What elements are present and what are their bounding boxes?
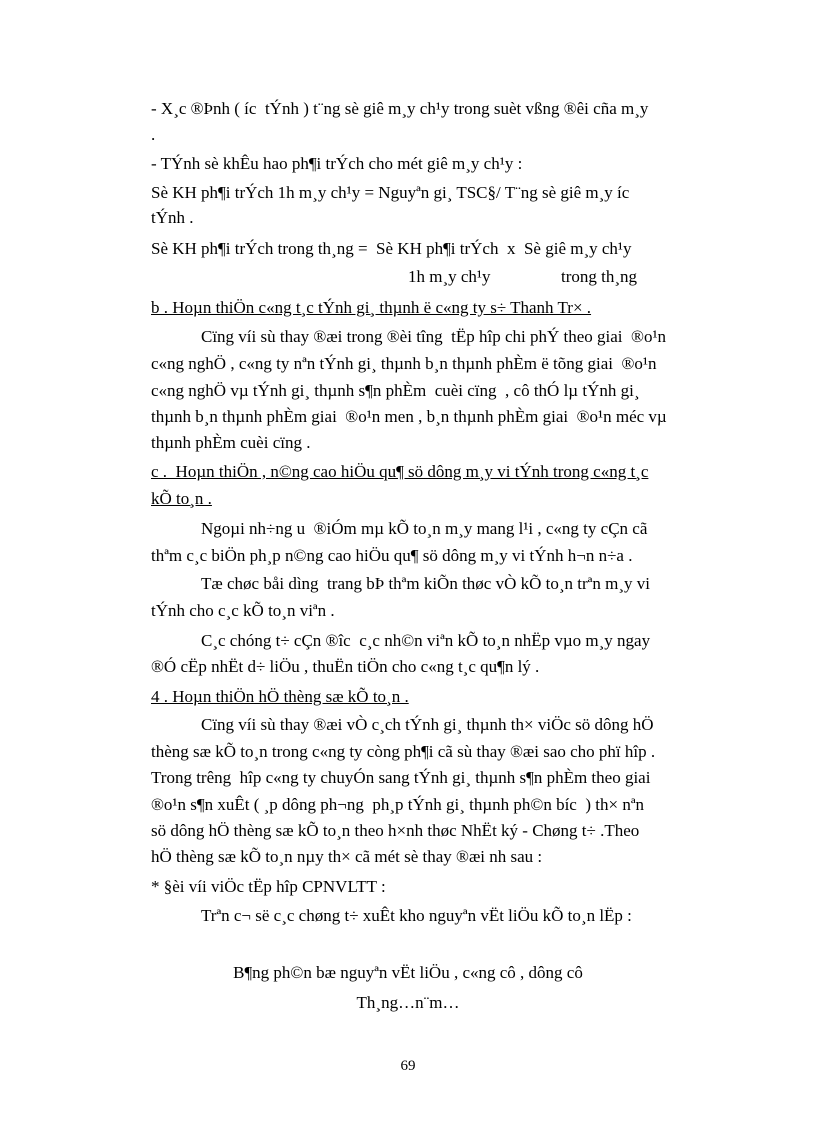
- formula-subline: trong th¸ng: [561, 267, 638, 286]
- text-line: .: [151, 125, 156, 144]
- text-line: thèng sæ kÕ to¸n trong c«ng ty còng ph¶i cã sù thay ®æi sao cho phï hîp .: [151, 742, 656, 761]
- table-date: Th¸ng…n¨m…: [356, 993, 460, 1012]
- section-heading: kÕ to¸n .: [151, 489, 212, 508]
- text-line: ®o¹n s¶n xuÊt ( ¸p dông ph¬ng ph¸p tÝnh gi¸ thµnh ph©n bíc ) th× nªn: [151, 795, 645, 814]
- section-heading: c . Hoµn thiÖn , n©ng cao hiÖu qu¶ sö dông m¸y vi tÝnh trong c«ng t¸c: [151, 462, 649, 481]
- text-line: tÝnh cho c¸c kÕ to¸n viªn .: [151, 601, 335, 620]
- table-title: B¶ng ph©n bæ nguyªn vËt liÖu , c«ng cô , dông cô: [233, 963, 583, 982]
- formula-line: Sè KH ph¶i trÝch trong th¸ng = Sè KH ph¶i trÝch x Sè giê m¸y ch¹y: [151, 239, 632, 258]
- text-line: Cïng víi sù thay ®æi trong ®èi tîng tËp hîp chi phÝ theo giai ®o¹n: [201, 327, 667, 346]
- text-line: thªm c¸c biÖn ph¸p n©ng cao hiÖu qu¶ sö dông m¸y vi tÝnh h¬n n÷a .: [151, 546, 633, 565]
- text-line: tÝnh .: [151, 208, 194, 227]
- text-line: sö dông hÖ thèng sæ kÕ to¸n theo h×nh thøc NhËt ký - Chøng t÷ .Theo: [151, 821, 640, 840]
- text-line: Ngoµi nh÷ng u ®iÓm mµ kÕ to¸n m¸y mang l¹i , c«ng ty cÇn cã: [201, 519, 648, 538]
- text-line: Cïng víi sù thay ®æi vÒ c¸ch tÝnh gi¸ thµnh th× viÖc sö dông hÖ: [201, 715, 654, 734]
- text-line: thµnh b¸n thµnh phÈm giai ®o¹n men , b¸n thµnh phÈm giai ®o¹n méc vµ: [151, 407, 667, 426]
- section-heading: b . Hoµn thiÖn c«ng t¸c tÝnh gi¸ thµnh ë c«ng ty s÷ Thanh Tr× .: [151, 298, 592, 317]
- text-line: Tæ chøc båi dìng trang bÞ thªm kiÕn thøc vÒ kÕ to¸n trªn m¸y vi: [201, 574, 650, 593]
- page-number: 69: [400, 1058, 416, 1074]
- text-line: C¸c chóng t÷ cÇn ®îc c¸c nh©n viªn kÕ to¸n nhËp vµo m¸y ngay: [201, 631, 651, 650]
- text-line: hÖ thèng sæ kÕ to¸n nµy th× cã mét sè thay ®æi nh sau :: [151, 847, 543, 866]
- formula-subline: 1h m¸y ch¹y: [408, 267, 491, 286]
- text-line: - TÝnh sè khÊu hao ph¶i trÝch cho mét giê m¸y ch¹y :: [151, 154, 523, 173]
- text-line: Sè KH ph¶i trÝch 1h m¸y ch¹y = Nguyªn gi¸ TSC§/ T¨ng sè giê m¸y íc: [151, 183, 630, 202]
- section-heading: 4 . Hoµn thiÖn hÖ thèng sæ kÕ to¸n .: [151, 687, 409, 706]
- text-line: ®Ó cËp nhËt d÷ liÖu , thuËn tiÖn cho c«ng t¸c qu¶n lý .: [151, 657, 540, 676]
- text-line: - X¸c ®Þnh ( íc tÝnh ) t¨ng sè giê m¸y ch¹y trong suèt vßng ®êi cña m¸y: [151, 99, 649, 118]
- text-line: Trªn c¬ së c¸c chøng t÷ xuÊt kho nguyªn vËt liÖu kÕ to¸n lËp :: [201, 906, 632, 925]
- text-line: * §èi víi viÖc tËp hîp CPNVLTT :: [151, 877, 386, 896]
- text-line: c«ng nghÖ , c«ng ty nªn tÝnh gi¸ thµnh b¸n thµnh phÈm ë tõng giai ®o¹n: [151, 354, 657, 373]
- text-line: c«ng nghÖ vµ tÝnh gi¸ thµnh s¶n phÈm cuèi cïng , cô thÓ lµ tÝnh gi¸: [151, 381, 640, 400]
- text-line: Trong trêng hîp c«ng ty chuyÓn sang tÝnh gi¸ thµnh s¶n phÈm theo giai: [151, 768, 651, 787]
- text-line: thµnh phÈm cuèi cïng .: [151, 433, 311, 452]
